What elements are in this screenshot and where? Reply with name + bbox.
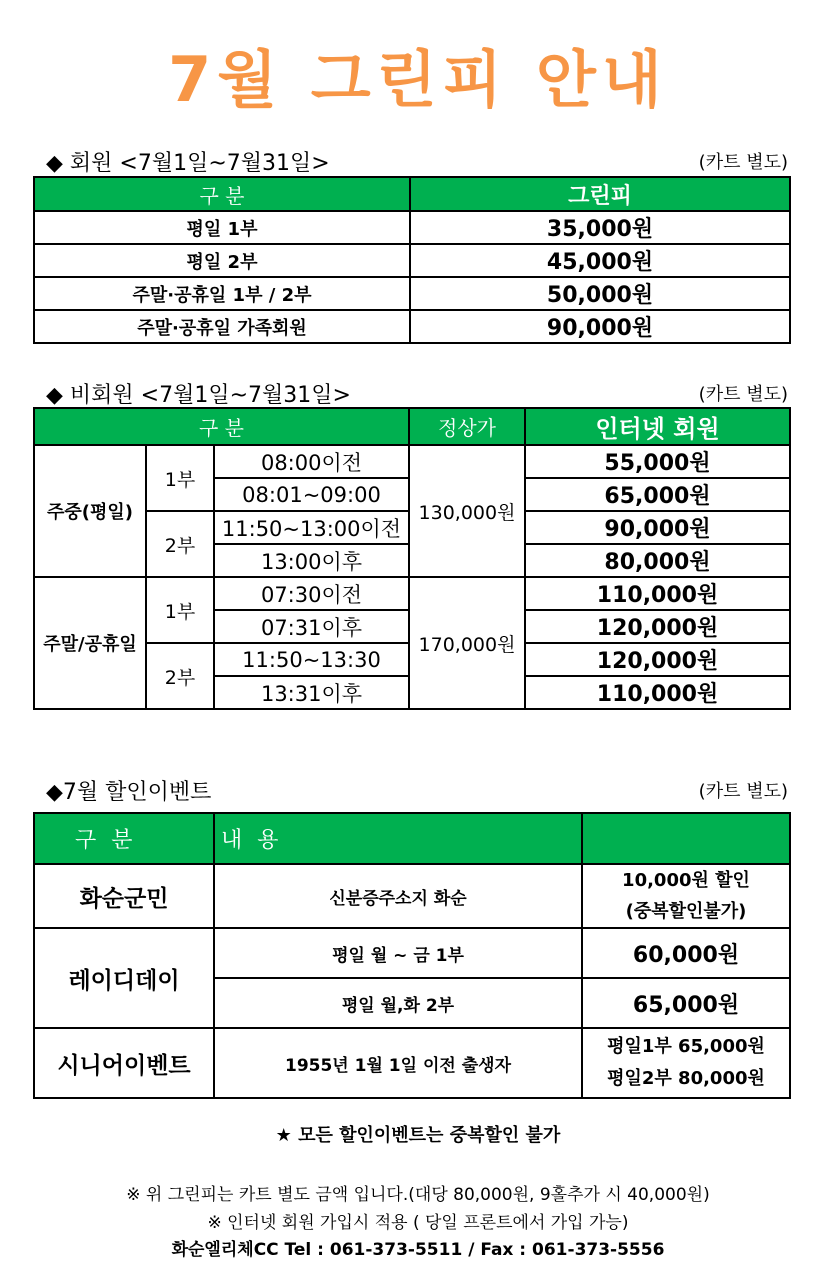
event-price-senior-line1: 평일1부 65,000원 <box>607 1036 765 1057</box>
event-name-resident: 화순군민 <box>34 864 214 928</box>
event-content-lady-1: 평일 월 ~ 금 1부 <box>214 928 582 978</box>
time-slot: 08:00이전 <box>214 445 409 478</box>
internet-price: 90,000원 <box>525 511 790 544</box>
members-row-label: 평일 2부 <box>34 244 410 277</box>
members-heading: ◆ 회원 <7월1일~7월31일> <box>46 151 330 176</box>
time-slot: 11:50~13:30 <box>214 643 409 676</box>
internet-price: 55,000원 <box>525 445 790 478</box>
event-price-resident <box>582 864 790 928</box>
events-table <box>33 812 791 1099</box>
time-slot: 07:30이전 <box>214 577 409 610</box>
nonmembers-header-internet: 인터넷 회원 <box>525 408 790 445</box>
footer-contact: 화순엘리체CC Tel : 061-373-5511 / Fax : 061-373-5556 <box>171 1240 665 1260</box>
time-slot: 13:00이후 <box>214 544 409 577</box>
members-row-label: 평일 1부 <box>34 211 410 244</box>
nonmembers-cart-note: (카트 별도) <box>698 384 788 405</box>
part-label: 1부 <box>146 445 214 511</box>
part-label: 1부 <box>146 577 214 643</box>
event-name-lady: 레이디데이 <box>34 928 214 1028</box>
internet-price: 120,000원 <box>525 610 790 643</box>
event-price-senior <box>582 1028 790 1098</box>
regular-price-weekday: 130,000원 <box>409 445 525 577</box>
members-header-category: 구 분 <box>34 177 410 211</box>
nonmembers-header-regular: 정상가 <box>409 408 525 445</box>
group-name-weekend: 주말/공휴일 <box>34 577 146 709</box>
nonmembers-header-category: 구 분 <box>34 408 409 445</box>
regular-price-weekend: 170,000원 <box>409 577 525 709</box>
internet-price: 80,000원 <box>525 544 790 577</box>
discount-note: ★ 모든 할인이벤트는 중복할인 불가 <box>275 1125 561 1146</box>
events-heading: ◆7월 할인이벤트 <box>46 780 212 805</box>
events-cart-note: (카트 별도) <box>698 781 788 802</box>
members-fee-table <box>33 176 791 344</box>
page-title: 7월 그린피 안내 <box>168 43 668 116</box>
nonmembers-heading: ◆ 비회원 <7월1일~7월31일> <box>46 383 351 408</box>
internet-price: 120,000원 <box>525 643 790 676</box>
time-slot: 07:31이후 <box>214 610 409 643</box>
members-row-label: 주말·공휴일 1부 / 2부 <box>34 277 410 310</box>
members-header-fee: 그린피 <box>410 177 790 211</box>
event-content-lady-2: 평일 월,화 2부 <box>214 978 582 1028</box>
event-price-lady-2: 65,000원 <box>582 978 790 1028</box>
time-slot: 13:31이후 <box>214 676 409 709</box>
footer-cart-note: ※ 위 그린피는 카트 별도 금액 입니다.(대당 80,000원, 9홀추가 시 40,000원) <box>126 1185 710 1205</box>
members-cart-note: (카트 별도) <box>698 152 788 173</box>
members-row-fee: 35,000원 <box>410 211 790 244</box>
event-price-resident-line2: (중복할인불가) <box>625 901 747 922</box>
group-name-weekday: 주중(평일) <box>34 445 146 577</box>
events-header-content: 내 용 <box>214 813 582 864</box>
events-header-category: 구 분 <box>34 813 214 864</box>
time-slot: 08:01~09:00 <box>214 478 409 511</box>
event-price-senior-line2: 평일2부 80,000원 <box>607 1068 765 1089</box>
event-name-senior: 시니어이벤트 <box>34 1028 214 1098</box>
event-content-resident: 신분증주소지 화순 <box>214 864 582 928</box>
members-row-fee: 45,000원 <box>410 244 790 277</box>
time-slot: 11:50~13:00이전 <box>214 511 409 544</box>
event-content-senior: 1955년 1월 1일 이전 출생자 <box>214 1028 582 1098</box>
events-header-blank <box>582 813 790 864</box>
part-label: 2부 <box>146 511 214 577</box>
part-label: 2부 <box>146 643 214 709</box>
internet-price: 110,000원 <box>525 577 790 610</box>
internet-price: 110,000원 <box>525 676 790 709</box>
members-row-label: 주말·공휴일 가족회원 <box>34 310 410 343</box>
event-price-resident-line1: 10,000원 할인 <box>622 870 750 891</box>
nonmembers-fee-table <box>33 407 791 710</box>
event-price-lady-1: 60,000원 <box>582 928 790 978</box>
members-row-fee: 90,000원 <box>410 310 790 343</box>
footer-internet-note: ※ 인터넷 회원 가입시 적용 ( 당일 프론트에서 가입 가능) <box>207 1213 629 1233</box>
internet-price: 65,000원 <box>525 478 790 511</box>
members-row-fee: 50,000원 <box>410 277 790 310</box>
